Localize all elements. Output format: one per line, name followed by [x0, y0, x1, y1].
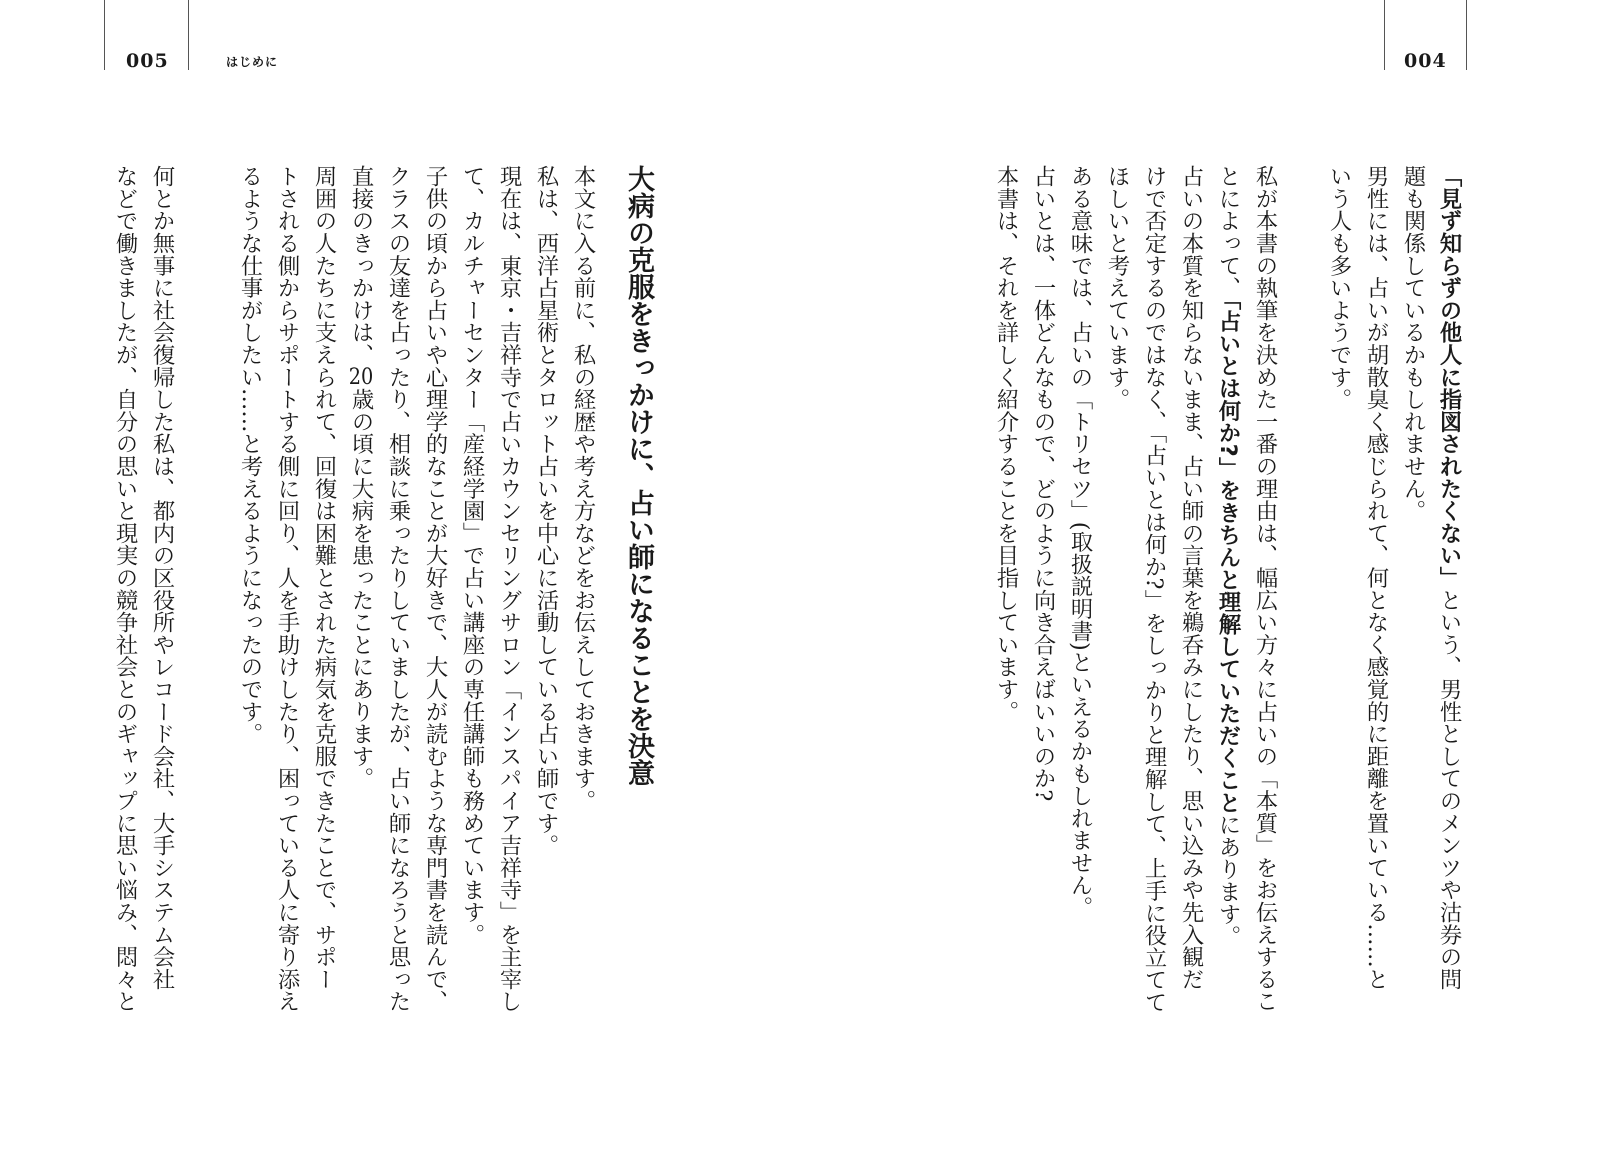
- left-line-2: 私は、西洋占星術とタロット占いを中心に活動している占い師です。: [533, 165, 559, 857]
- left-line-3: 現在は、東京・吉祥寺で占いカウンセリングサロン「インスパイア吉祥寺」を主宰し: [496, 165, 522, 1013]
- right-line-7: 占いの本質を知らないまま、占い師の言葉を鵜呑みにしたり、思い込みや先入観だ: [1178, 165, 1204, 991]
- right-line-1: [1432, 165, 1466, 990]
- right-line-4: いう人も多いようです。: [1326, 165, 1352, 411]
- right-page-rule-outer: [1466, 0, 1467, 70]
- section-heading: 大病の克服をきっかけに、占い師になることを決意: [623, 165, 654, 786]
- age-number: 20: [348, 365, 374, 388]
- right-page-rule-inner: [1384, 0, 1385, 70]
- left-page-number: 005: [126, 50, 169, 72]
- right-line-12: 本書は、それを詳しく紹介することを目指しています。: [993, 165, 1019, 723]
- left-line-7-b: 歳の頃に大病を患ったことにあります。: [348, 388, 374, 790]
- left-line-10: るような仕事がしたい……と考えるようになったのです。: [237, 165, 263, 745]
- left-line-8: 周囲の人たちに支えられて、回復は困難とされた病気を克服できたことで、サポー: [311, 165, 337, 991]
- left-page-rule-inner: [188, 0, 189, 70]
- right-line-8: けで否定するのではなく、「占いとは何か?」をしっかりと理解して、上手に役立てて: [1141, 165, 1167, 1014]
- left-line-4: て、カルチャーセンター「産経学園」で占い講座の専任講師も務めています。: [459, 165, 485, 946]
- right-page-number: 004: [1404, 50, 1447, 72]
- left-line-9: トされる側からサポートする側に回り、人を手助けしたり、困っている人に寄り添え: [274, 165, 300, 1013]
- right-line-6-bold: 「占いとは何か?」をきちんと理解していただくこと: [1215, 298, 1241, 814]
- right-line-6-a: とによって、: [1215, 165, 1241, 299]
- right-line-10: ある意味では、占いの「トリセツ」(取扱説明書)といえるかもしれません。: [1067, 165, 1093, 919]
- right-line-5: 私が本書の執筆を決めた一番の理由は、幅広い方々に占いの「本質」をお伝えするこ: [1252, 165, 1278, 1013]
- left-page-rule-outer: [104, 0, 105, 70]
- right-line-1-bold: 「見ず知らずの他人に指図されたくない」: [1436, 165, 1462, 589]
- right-line-2: 題も関係しているかもしれません。: [1400, 165, 1426, 522]
- left-line-5: 子供の頃から占いや心理学的なことが大好きで、大人が読むような専門書を読んで、: [422, 165, 448, 1013]
- right-line-3: 男性には、占いが胡散臭く感じられて、何となく感覚的に距離を置いている……と: [1363, 165, 1389, 991]
- right-line-6: [1211, 165, 1245, 947]
- right-line-1-rest: という、男性としてのメンツや沽券の問: [1436, 588, 1462, 991]
- left-line-11: 何とか無事に社会復帰した私は、都内の区役所やレコード会社、大手システム会社: [149, 165, 175, 991]
- left-line-6: クラスの友達を占ったり、相談に乗ったりしていましたが、占い師になろうと思った: [385, 165, 411, 1013]
- right-line-6-b: にあります。: [1215, 813, 1241, 948]
- right-line-11: 占いとは、一体どんなもので、どのように向き合えばいいのか?: [1030, 165, 1056, 802]
- left-line-1: 本文に入る前に、私の経歴や考え方などをお伝えしておきます。: [570, 165, 596, 812]
- left-line-7-a: 直接のきっかけは、: [348, 165, 374, 366]
- running-head: はじめに: [226, 55, 279, 69]
- left-line-12: などで働きましたが、自分の思いと現実の競争社会とのギャップに思い悩み、悶々と: [112, 165, 138, 1013]
- left-line-7: [344, 165, 378, 789]
- right-line-9: ほしいと考えています。: [1104, 165, 1130, 411]
